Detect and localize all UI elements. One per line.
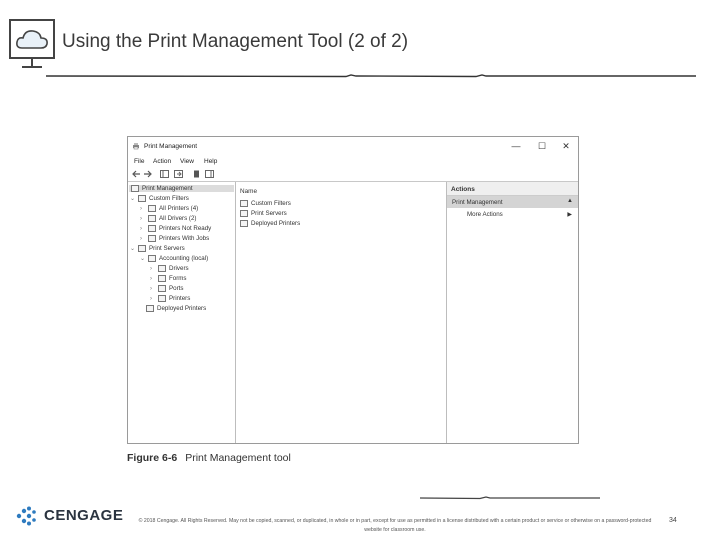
forward-arrow-icon[interactable]: [143, 170, 152, 178]
figure-caption: [127, 452, 291, 464]
forms-icon: [158, 275, 166, 282]
chevron-down-icon[interactable]: ⌄: [130, 196, 136, 203]
collapse-up-icon[interactable]: ▲: [567, 198, 573, 204]
figure-text: Print Management tool: [185, 452, 291, 464]
tree-item-ports[interactable]: › Ports: [150, 285, 184, 293]
tree-item-custom-filters[interactable]: ⌄ Custom Filters: [130, 195, 189, 203]
close-button[interactable]: ✕: [562, 141, 570, 151]
window-titlebar: [128, 137, 578, 155]
toolbar: [128, 167, 578, 182]
server-icon: [138, 245, 146, 252]
tree-item-all-printers[interactable]: › All Printers (4): [140, 205, 199, 213]
cloud-monitor-logo-icon: [8, 18, 58, 70]
results-list-pane: [236, 182, 447, 443]
submenu-arrow-icon: ▶: [567, 212, 572, 218]
cengage-wordmark: CENGAGE: [44, 507, 124, 524]
menu-bar: [128, 156, 578, 167]
printer-icon: [240, 220, 248, 227]
tree-item-all-drivers[interactable]: › All Drivers (2): [140, 215, 197, 223]
server-icon: [240, 210, 248, 217]
printer-icon: [131, 185, 139, 192]
filter-icon: [148, 225, 156, 232]
tree-item-printers[interactable]: › Printers: [150, 295, 191, 303]
list-item-deployed-printers[interactable]: Deployed Printers: [240, 220, 300, 227]
printer-icon: [146, 305, 154, 312]
menu-file[interactable]: File: [134, 158, 145, 165]
tree-item-print-servers[interactable]: ⌄ Print Servers: [130, 245, 185, 253]
name-column-header[interactable]: Name: [240, 188, 258, 195]
filter-icon: [148, 235, 156, 242]
tree-item-drivers[interactable]: › Drivers: [150, 265, 189, 273]
page-number: 34: [669, 517, 677, 524]
back-arrow-icon[interactable]: [132, 170, 141, 178]
actions-pane: [447, 182, 578, 443]
actions-header: Actions: [447, 182, 578, 196]
maximize-button[interactable]: ☐: [537, 141, 547, 151]
server-icon: [148, 255, 156, 262]
chevron-right-icon[interactable]: ›: [150, 276, 152, 283]
filter-icon: [148, 205, 156, 212]
tree-item-forms[interactable]: › Forms: [150, 275, 187, 283]
chevron-down-icon[interactable]: ⌄: [130, 246, 136, 253]
slide-title: Using the Print Management Tool (2 of 2): [62, 31, 409, 52]
minimize-button[interactable]: —: [511, 141, 521, 151]
tree-item-deployed-printers[interactable]: Deployed Printers: [138, 305, 206, 312]
filter-icon: [240, 200, 248, 207]
chevron-right-icon[interactable]: ›: [150, 266, 152, 273]
copyright-notice: © 2018 Cengage. All Rights Reserved. May not be copied, scanned, or duplicated, in whole or in part, except for use as permitted in a license distributed with a certain product or service or otherwise on a password-protected website for classroom use.: [138, 518, 652, 533]
cengage-logo-icon: [15, 506, 39, 526]
menu-help[interactable]: Help: [204, 158, 218, 165]
more-actions-item[interactable]: More Actions ▶: [467, 211, 572, 218]
menu-action[interactable]: Action: [153, 158, 172, 165]
chevron-down-icon[interactable]: ⌄: [140, 256, 146, 263]
show-tree-icon[interactable]: [160, 170, 169, 178]
chevron-right-icon[interactable]: ›: [150, 286, 152, 293]
filter-icon: [148, 215, 156, 222]
filter-icon: [138, 195, 146, 202]
footer-divider: [420, 495, 600, 501]
chevron-right-icon[interactable]: ›: [140, 206, 142, 213]
console-tree-pane: [128, 182, 236, 443]
list-item-custom-filters[interactable]: Custom Filters: [240, 200, 291, 207]
action-pane-icon[interactable]: [205, 170, 214, 178]
tree-item-accounting-local[interactable]: ⌄ Accounting (local): [140, 255, 209, 263]
window-title: Print Management: [144, 143, 198, 150]
chevron-right-icon[interactable]: ›: [140, 226, 142, 233]
port-icon: [158, 285, 166, 292]
chevron-right-icon[interactable]: ›: [150, 296, 152, 303]
title-divider: [46, 72, 696, 80]
print-management-window: [127, 136, 579, 444]
help-book-icon[interactable]: [192, 170, 201, 178]
tree-item-printers-with-jobs[interactable]: › Printers With Jobs: [140, 235, 210, 243]
figure-number: Figure 6-6: [127, 452, 178, 464]
tree-item-printers-not-ready[interactable]: › Printers Not Ready: [140, 225, 212, 233]
driver-icon: [158, 265, 166, 272]
chevron-right-icon[interactable]: ›: [140, 236, 142, 243]
printer-icon: [158, 295, 166, 302]
menu-view[interactable]: View: [180, 158, 194, 165]
tree-item-print-management[interactable]: Print Management: [129, 185, 234, 192]
printer-app-icon: [132, 142, 140, 150]
export-list-icon[interactable]: [174, 170, 183, 178]
actions-section-print-management[interactable]: Print Management ▲: [447, 196, 578, 208]
list-item-print-servers[interactable]: Print Servers: [240, 210, 287, 217]
chevron-right-icon[interactable]: ›: [140, 216, 142, 223]
